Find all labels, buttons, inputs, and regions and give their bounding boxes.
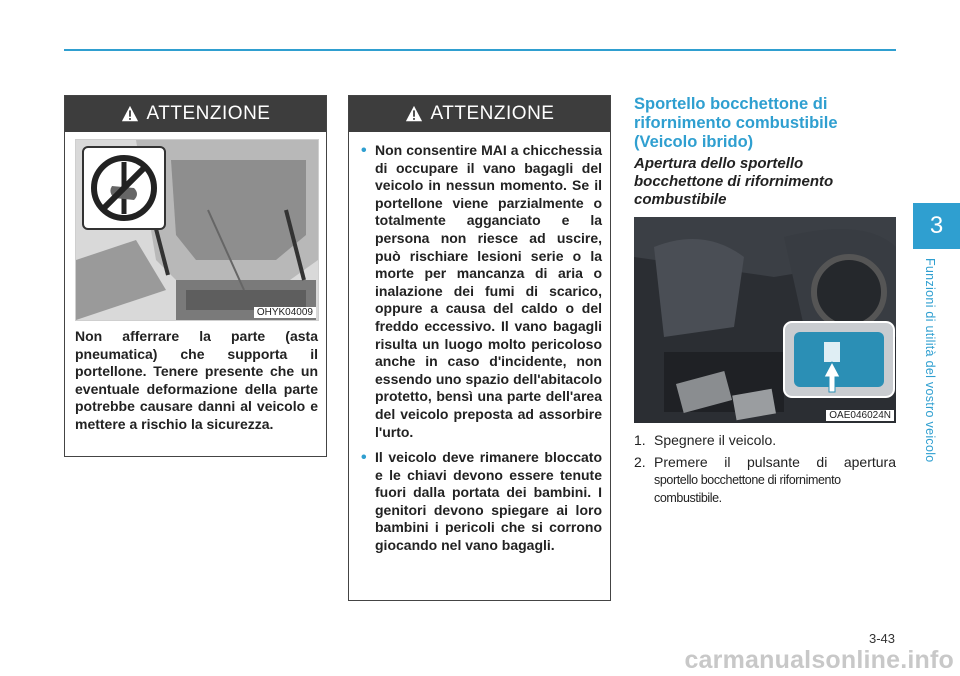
image-caption: OAE046024N xyxy=(826,410,894,421)
step-body xyxy=(654,453,896,507)
watermark-bottom: carmanualsonline.info xyxy=(684,646,954,674)
warning-heading: ATTENZIONE xyxy=(430,103,555,124)
top-rule xyxy=(64,49,896,51)
step-continuation: sportello bocchettone di rifornimento combustibile. xyxy=(654,473,841,505)
step-text: Spegnere il veicolo. xyxy=(654,432,777,448)
warning-header xyxy=(65,96,326,132)
warning-text: Non afferrare la parte (asta pneumatica) che supporta il portellone. Tenere presente che un eventuale deformazione della parte potrebbe causare danni al veicolo e mettere a rischio la sicurezza. xyxy=(75,328,318,432)
dashboard-photo xyxy=(634,217,896,423)
warning-bullet: • Non consentire MAI a chicchessia di occupare il vano bagagli del veicolo in nessun momento. Se il portellone viene parzialmente o totalmente agganciato e la persona non riesce ad uscire, può rischiare lesioni serie o la morte per mancanza di aria o inalazione dei fumi di scarico, oppure a causa del caldo o del freddo eccessivo. Il vano bagagli risulta un luogo molto pericoloso anche in caso d'incidente, non essendo uno spazio dell'abitacolo protetto, bensì una parte dell'area del veicolo preposta ad assorbire l'urto. xyxy=(359,142,602,441)
warning-box-tailgate-strut xyxy=(64,95,327,457)
section-title: Sportello bocchettone di rifornimento combustibile (Veicolo ibrido) xyxy=(634,95,838,151)
prohibition-inset xyxy=(82,146,166,230)
warning-box-luggage-compartment xyxy=(348,95,611,601)
warning-bullet: • Il veicolo deve rimanere bloccato e le chiavi devono essere tenute fuori dalla portata dei bambini. I genitori devono spiegare ai loro bambini i pericoli che si corrono giocando nel vano bagagli. xyxy=(359,449,602,555)
page-number: 3-43 xyxy=(868,631,895,646)
step-number: 2. xyxy=(634,454,646,470)
tailgate-strut-illustration xyxy=(75,139,319,321)
warning-triangle-icon xyxy=(121,105,139,123)
instruction-steps xyxy=(634,431,896,511)
step-number: 1. xyxy=(634,432,646,448)
step-text: Premere il pulsante di apertura xyxy=(654,454,896,470)
chapter-tab: 3 xyxy=(913,203,960,249)
warning-heading: ATTENZIONE xyxy=(146,103,271,124)
warning-bullets xyxy=(359,142,602,563)
fuel-door-button-photo xyxy=(634,217,896,423)
no-grab-strut-icon xyxy=(84,148,164,228)
warning-triangle-icon xyxy=(405,105,423,123)
section-subtitle: Apertura dello sportello bocchettone di rifornimento combustibile xyxy=(634,155,834,208)
image-caption: OHYK04009 xyxy=(254,307,316,318)
chapter-label: Funzioni di utilità del vostro veicolo xyxy=(923,258,937,463)
instruction-step xyxy=(634,453,896,507)
instruction-step xyxy=(634,431,896,449)
warning-header xyxy=(349,96,610,132)
